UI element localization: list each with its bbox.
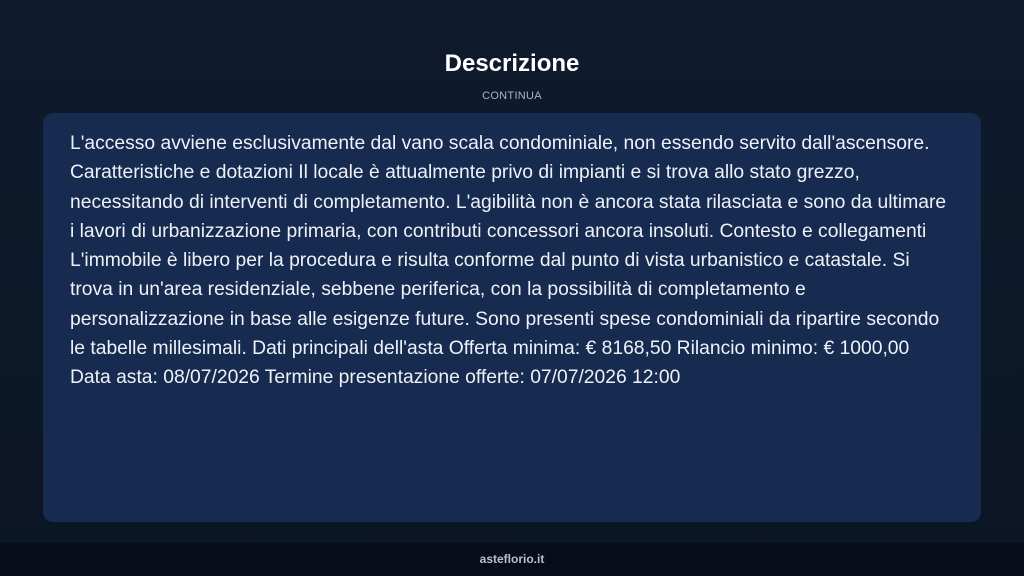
continuation-label: CONTINUA bbox=[482, 90, 542, 102]
description-text: L'accesso avviene esclusivamente dal vano scala condominiale, non essendo servito dall'ascensore. Caratteristiche e dotazioni Il locale è attualmente privo di impianti e si trova allo stato grezzo, necessitando di interventi di completamento. L'agibilità non è ancora stata rilasciata e sono da ultimare i lavori di urbanizzazione primaria, con contributi concessori ancora insoluti. Contesto e collegamenti L'immobile è libero per la procedura e risulta conforme dal punto di vista urbanistico e catastale. Si trova in un'area residenziale, sebbene periferica, con la possibilità di completamento e personalizzazione in base alle esigenze future. Sono presenti spese condominiali da ripartire secondo le tabelle millesimali. Dati principali dell'asta Offerta minima: € 8168,50 Rilancio minimo: € 1000,00 Data asta: 08/07/2026 Termine presentazione offerte: 07/07/2026 12:00 bbox=[70, 133, 947, 389]
description-card bbox=[43, 113, 981, 522]
page-title: Descrizione bbox=[444, 50, 580, 77]
footer-site-label: asteflorio.it bbox=[479, 552, 545, 566]
footer-bar bbox=[0, 543, 1024, 576]
